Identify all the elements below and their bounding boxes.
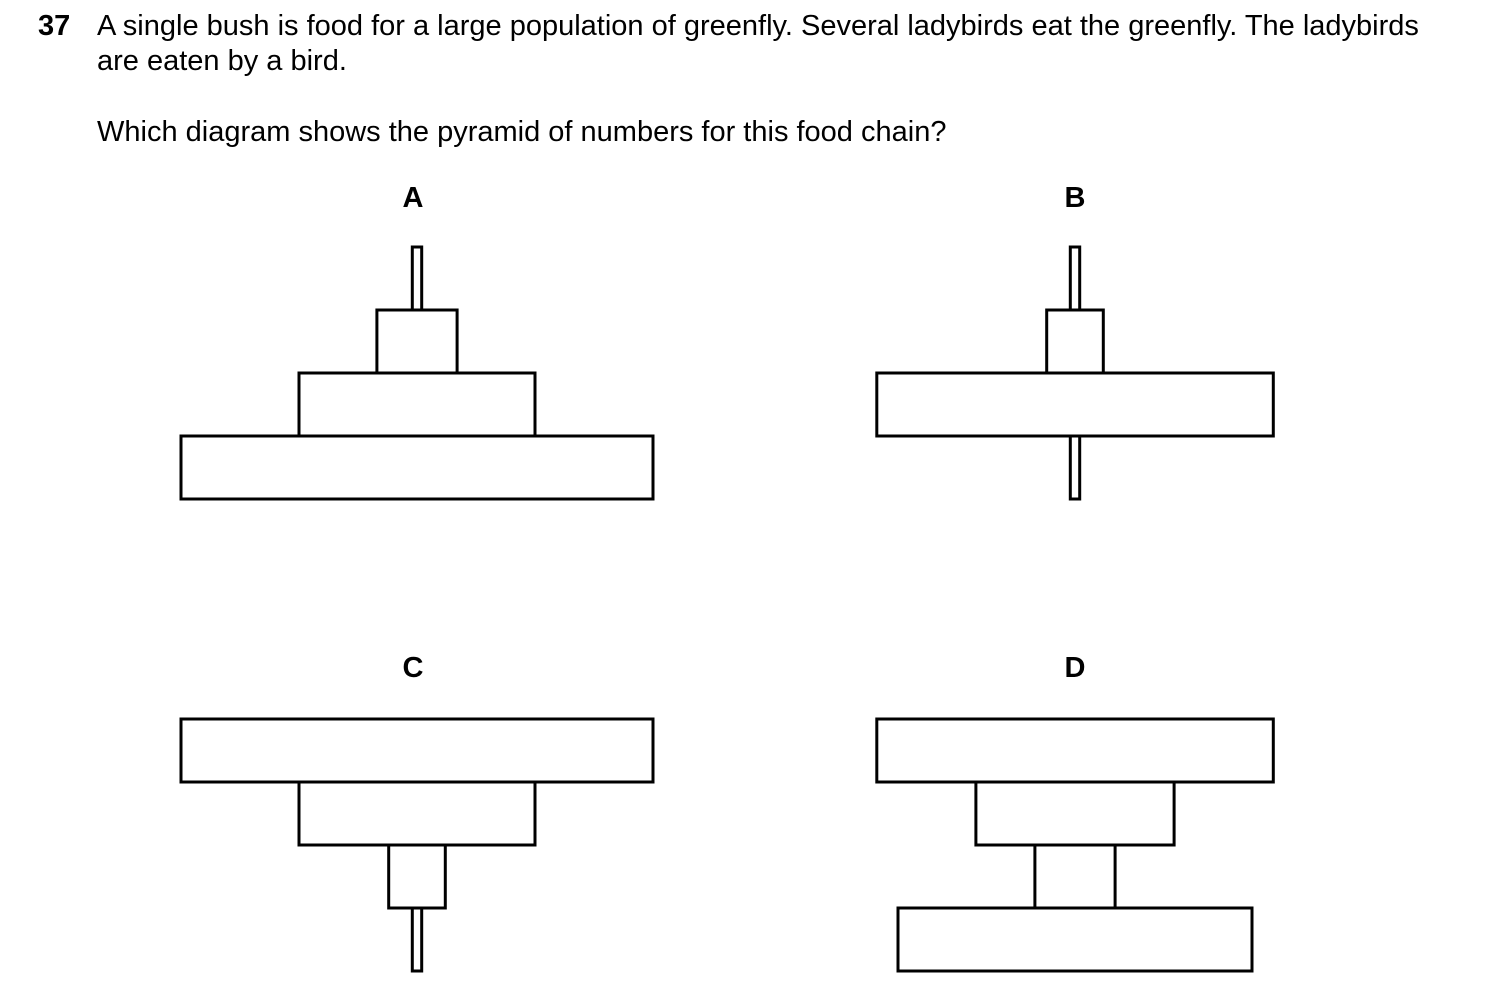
pyramid-a-level-1	[181, 436, 653, 499]
pyramid-c-level-1	[412, 908, 421, 971]
pyramid-c-level-2	[389, 845, 446, 908]
pyramid-d-level-3	[976, 782, 1174, 845]
option-label-a: A	[402, 182, 424, 214]
pyramid-d-level-1	[898, 908, 1252, 971]
option-label-b: B	[1064, 182, 1086, 214]
question-number: 37	[38, 10, 71, 42]
question-stem: A single bush is food for a large population of greenfly. Several ladybirds eat the greenfly. The ladybirds are eaten by a bird.	[97, 10, 1419, 77]
pyramid-a	[181, 247, 653, 499]
pyramid-a-level-2	[299, 373, 535, 436]
pyramid-a-level-3	[377, 310, 457, 373]
pyramid-c	[181, 719, 653, 971]
pyramid-b	[877, 247, 1274, 499]
pyramid-d	[877, 719, 1274, 971]
pyramid-b-level-2	[877, 373, 1274, 436]
pyramid-b-level-4	[1070, 247, 1079, 310]
pyramid-d-level-2	[1035, 845, 1115, 908]
option-label-d: D	[1064, 652, 1086, 684]
pyramid-c-level-4	[181, 719, 653, 782]
question-prompt: Which diagram shows the pyramid of numbers for this food chain?	[97, 116, 947, 148]
pyramid-b-level-3	[1047, 310, 1104, 373]
pyramid-c-level-3	[299, 782, 535, 845]
pyramid-a-level-4	[412, 247, 421, 310]
pyramid-b-level-1	[1070, 436, 1079, 499]
pyramid-d-level-4	[877, 719, 1274, 782]
option-label-c: C	[402, 652, 424, 684]
